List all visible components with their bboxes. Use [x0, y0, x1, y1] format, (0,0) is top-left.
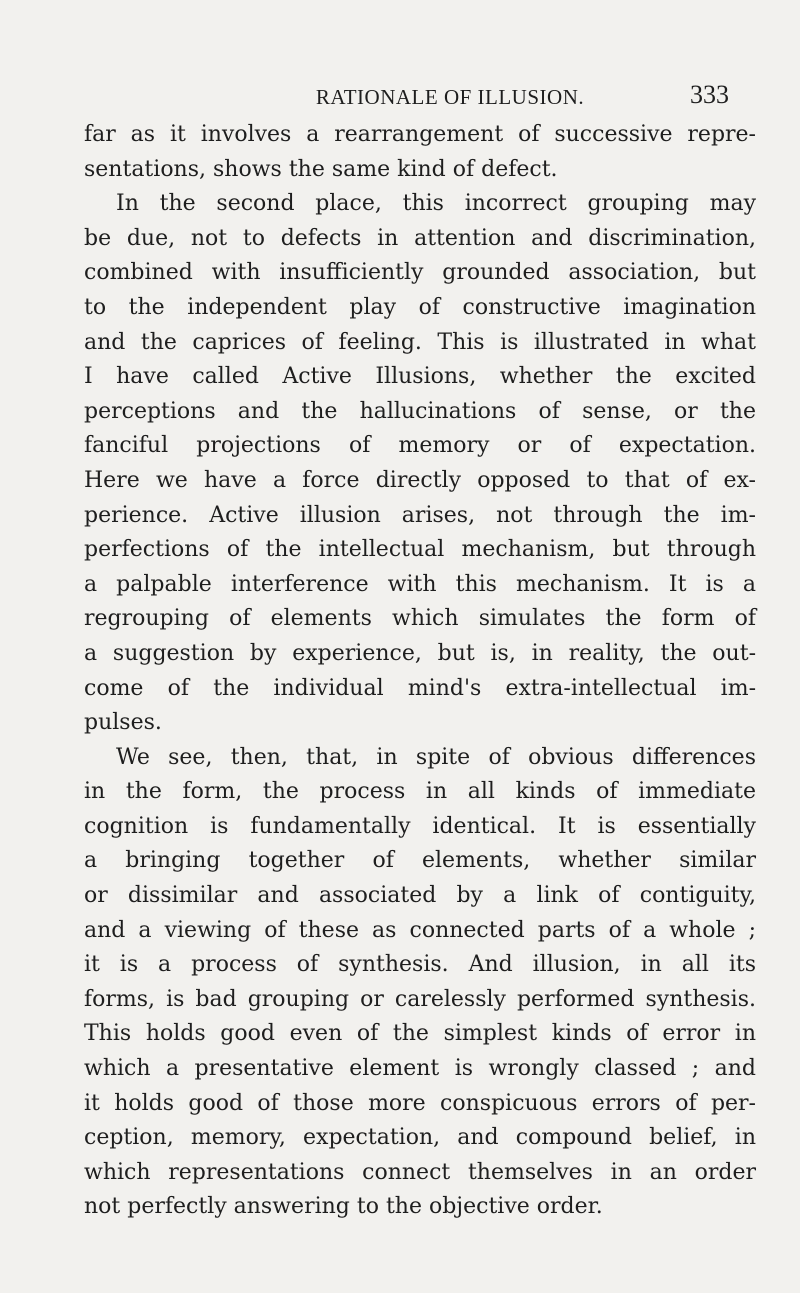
text-line: perience. Active illusion arises, not through the im-	[84, 502, 756, 528]
text-line: not perfectly answering to the objective order.	[84, 1194, 603, 1220]
text-line: far as it involves a rearrangement of successive repre-	[84, 122, 756, 147]
text-line: and a viewing of these as connected parts of a whole ;	[84, 917, 756, 943]
text-line: which a presentative element is wrongly classed ; and	[84, 1056, 756, 1082]
text-line: pulses.	[84, 710, 162, 736]
text-line: sentations, shows the same kind of defect.	[84, 156, 558, 182]
text-line: combined with insufficiently grounded association, but	[84, 260, 756, 286]
text-line: Here we have a force directly opposed to that of ex-	[84, 467, 756, 493]
text-line: This holds good even of the simplest kinds of error in	[84, 1021, 756, 1047]
text-line: regrouping of elements which simulates the form of	[84, 606, 756, 632]
paragraph	[84, 187, 756, 741]
text-line: it holds good of those more conspicuous errors of per-	[84, 1090, 756, 1116]
text-line: I have called Active Illusions, whether the excited	[84, 364, 756, 390]
text-line: a palpable interference with this mechanism. It is a	[84, 571, 756, 597]
text-line: a suggestion by experience, but is, in reality, the out-	[84, 640, 756, 666]
text-line: come of the individual mind's extra-intellectual im-	[84, 675, 756, 701]
text-line: a bringing together of elements, whether similar	[84, 848, 756, 874]
text-line: which representations connect themselves in an order	[84, 1159, 756, 1185]
text-line: or dissimilar and associated by a link of contiguity,	[84, 883, 756, 909]
body-text	[84, 118, 756, 1225]
text-line: to the independent play of constructive imagination	[84, 294, 756, 320]
text-line: perceptions and the hallucinations of sense, or the	[84, 398, 756, 424]
text-line: in the form, the process in all kinds of immediate	[84, 779, 756, 805]
text-line: In the second place, this incorrect grouping may	[116, 191, 756, 217]
text-line: it is a process of synthesis. And illusion, in all its	[84, 952, 756, 978]
paragraph	[84, 741, 756, 1225]
text-line: forms, is bad grouping or carelessly performed synthesis.	[84, 986, 756, 1012]
text-line: be due, not to defects in attention and discrimination,	[84, 225, 756, 251]
text-line: and the caprices of feeling. This is illustrated in what	[84, 329, 756, 355]
text-line: perfections of the intellectual mechanism, but through	[84, 537, 756, 563]
page-number: 333	[690, 80, 729, 109]
text-line: ception, memory, expectation, and compound belief, in	[84, 1125, 756, 1151]
paragraph	[84, 118, 756, 187]
text-line: fanciful projections of memory or of expectation.	[84, 433, 756, 459]
running-head-title: RATIONALE OF ILLUSION.	[315, 85, 585, 109]
text-line: cognition is fundamentally identical. It is essentially	[84, 813, 756, 839]
text-line: We see, then, that, in spite of obvious differences	[116, 744, 756, 770]
